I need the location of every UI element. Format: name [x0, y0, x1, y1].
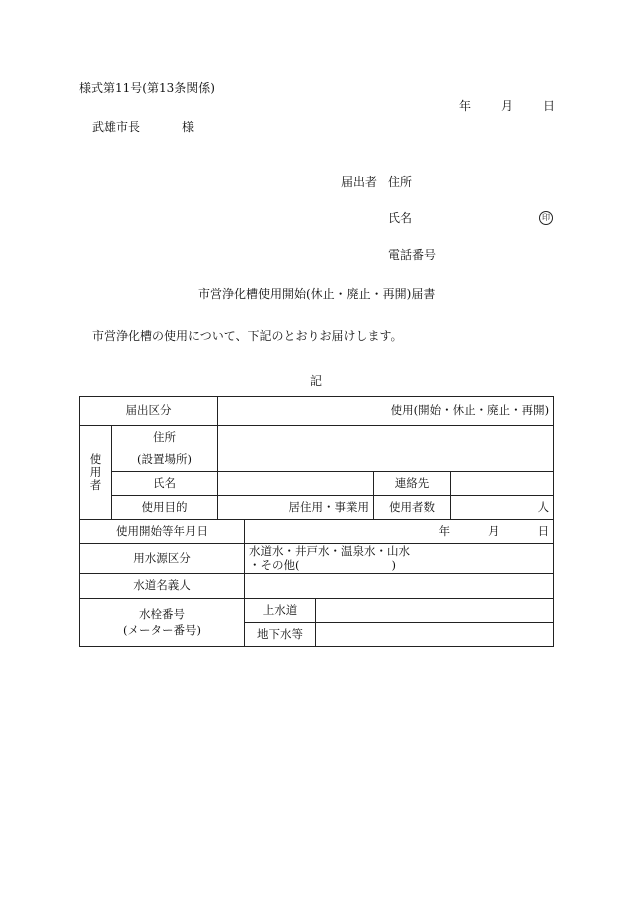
- purpose-value: 居住用・事業用: [218, 496, 374, 520]
- table-row-purpose: [80, 496, 554, 520]
- table-row-start-date: [80, 520, 554, 544]
- intro-text: 市営浄化槽の使用について、下記のとおりお届けします。: [92, 329, 403, 343]
- date-year-label: 年: [459, 99, 472, 113]
- user-count-unit: 人: [451, 496, 554, 520]
- date-month-label: 月: [501, 99, 514, 113]
- start-date-month: 月: [488, 523, 500, 538]
- groundwater-value: [316, 623, 554, 647]
- start-date-label: 使用開始等年月日: [80, 520, 245, 544]
- address-label: 住所: [153, 429, 176, 444]
- table-row-name: [80, 472, 554, 496]
- table-row-water-source: [80, 544, 554, 574]
- name-value: [218, 472, 374, 496]
- document-title: 市営浄化槽使用開始(休止・廃止・再開)届書: [198, 287, 436, 301]
- start-date-year: 年: [438, 523, 451, 538]
- seal-mark: 印: [539, 211, 553, 225]
- meter-label: 水栓番号: [139, 606, 185, 621]
- contact-value: [451, 472, 554, 496]
- purpose-label: 使用目的: [112, 496, 218, 520]
- table-row-address: [80, 426, 554, 472]
- start-date-day: 日: [537, 523, 550, 538]
- contact-label: 連絡先: [374, 472, 451, 496]
- table-row-category: [80, 397, 554, 426]
- applicant-address-label: 住所: [388, 175, 413, 189]
- name-label: 氏名: [112, 472, 218, 496]
- notice-form-table: [79, 396, 554, 647]
- meter-label-cell: [80, 599, 245, 647]
- ki-label: 記: [310, 374, 323, 388]
- table-row-tap-water: [80, 599, 554, 623]
- user-group-label: 使 用 者: [80, 426, 112, 520]
- water-source-line1: 水道水・井戸水・温泉水・山水: [249, 543, 410, 558]
- water-source-value: [245, 544, 554, 574]
- applicant-phone-label: 電話番号: [388, 248, 437, 262]
- groundwater-label: 地下水等: [245, 623, 316, 647]
- address-sub-label: (設置場所): [137, 451, 192, 466]
- addressee-name: 武雄市長: [92, 120, 141, 134]
- water-source-line2: ・その他( ): [249, 557, 396, 572]
- meter-sub-label: (メーター番号): [123, 622, 201, 637]
- start-date-value: [245, 520, 554, 544]
- address-value: [218, 426, 554, 472]
- applicant-label: 届出者: [341, 175, 378, 189]
- date-day-label: 日: [543, 99, 556, 113]
- water-owner-label: 水道名義人: [80, 574, 245, 599]
- tap-water-label: 上水道: [245, 599, 316, 623]
- water-owner-value: [245, 574, 554, 599]
- addressee-honorific: 様: [182, 120, 195, 134]
- date-line: [459, 100, 555, 112]
- table-row-water-owner: [80, 574, 554, 599]
- user-count-label: 使用者数: [374, 496, 451, 520]
- notice-category-label: 届出区分: [80, 397, 218, 426]
- address-label-cell: [112, 426, 218, 472]
- applicant-name-label: 氏名: [388, 211, 413, 225]
- addressee: [92, 121, 194, 133]
- notice-category-value: 使用(開始・休止・廃止・再開): [218, 397, 554, 426]
- tap-water-value: [316, 599, 554, 623]
- form-number: 様式第11号(第13条関係): [79, 81, 215, 95]
- water-source-label: 用水源区分: [80, 544, 245, 574]
